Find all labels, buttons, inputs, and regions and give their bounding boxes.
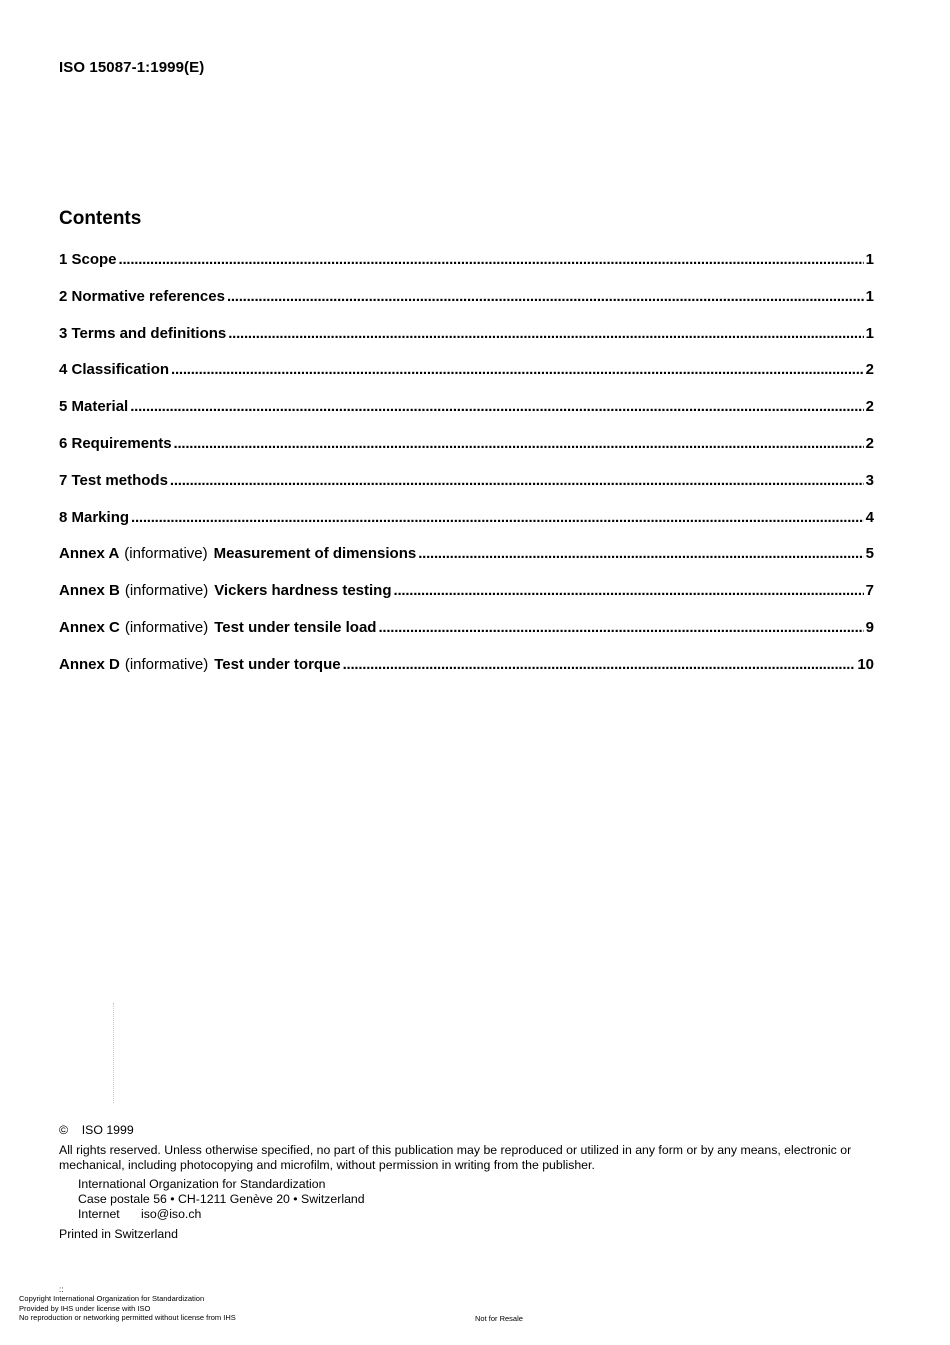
toc-entry-annex-d[interactable] (59, 656, 874, 693)
toc-entry-terms-definitions[interactable] (59, 325, 874, 362)
annex-note: (informative) (124, 618, 209, 636)
toc-dot-leader (418, 545, 863, 562)
toc-dot-leader (227, 288, 864, 305)
org-name: International Organization for Standardization (78, 1177, 326, 1191)
toc-entry-title: 8 Marking (59, 508, 130, 526)
footer-tick-mark: :: (59, 1285, 64, 1294)
not-for-resale: Not for Resale (475, 1314, 523, 1323)
toc-entry-page: 9 (865, 618, 874, 636)
table-of-contents (59, 251, 874, 693)
annex-label: Annex D (59, 655, 120, 673)
annex-title: Test under tensile load (214, 618, 377, 636)
toc-entry-title: 4 Classification (59, 361, 170, 379)
toc-dot-leader (228, 325, 863, 342)
footer-provided-by: Provided by IHS under license with ISO (19, 1303, 151, 1313)
toc-dot-leader (171, 361, 864, 378)
toc-dot-leader (394, 582, 864, 599)
internet-line (78, 1207, 875, 1222)
toc-entry-material[interactable] (59, 398, 874, 435)
copyright-line (59, 1123, 875, 1138)
toc-entry-test-methods[interactable] (59, 472, 874, 509)
toc-entry-page: 4 (865, 508, 874, 526)
toc-entry-page: 1 (865, 287, 874, 305)
toc-entry-annex-c[interactable] (59, 619, 874, 656)
toc-entry-page: 5 (865, 545, 874, 563)
toc-entry-page: 2 (865, 434, 874, 452)
annex-title: Test under torque (214, 655, 341, 673)
postal-address: Case postale 56 • CH-1211 Genève 20 • Switzerland (78, 1192, 365, 1206)
toc-entry-title: 2 Normative references (59, 287, 225, 305)
toc-entry-scope[interactable] (59, 251, 874, 288)
internet-label: Internet (78, 1207, 120, 1221)
toc-entry-annex-b[interactable] (59, 582, 874, 619)
page-footer (19, 1286, 236, 1323)
toc-entry-page: 1 (865, 324, 874, 342)
publisher-address (78, 1177, 875, 1222)
annex-title: Measurement of dimensions (213, 545, 417, 563)
annex-label: Annex B (59, 582, 120, 600)
copyright-notice (59, 1123, 875, 1242)
toc-entry-title: 5 Material (59, 398, 129, 416)
toc-entry-normative-references[interactable] (59, 288, 874, 325)
footer-no-reproduction: No reproduction or networking permitted without license from IHS (19, 1313, 236, 1322)
toc-entry-page: 2 (865, 361, 874, 379)
toc-entry-requirements[interactable] (59, 435, 874, 472)
rights-statement: All rights reserved. Unless otherwise specified, no part of this publication may be reproduced or utilized in any form or by any means, electronic or mechanical, including photocopying and microfilm, without permission in writing from the publisher. (59, 1143, 852, 1172)
annex-note: (informative) (124, 545, 208, 563)
annex-label: Annex C (59, 618, 120, 636)
copyright-year: ISO 1999 (81, 1123, 134, 1137)
toc-entry-page: 7 (865, 582, 874, 600)
toc-entry-annex-a[interactable] (59, 545, 874, 582)
toc-dot-leader (378, 619, 863, 636)
document-id: ISO 15087-1:1999(E) (59, 59, 205, 76)
toc-entry-title: 7 Test methods (59, 471, 168, 489)
toc-entry-page: 1 (865, 251, 874, 268)
toc-dot-leader (174, 435, 864, 452)
annex-label: Annex A (59, 545, 120, 563)
toc-dot-leader (170, 472, 864, 489)
annex-note: (informative) (124, 655, 209, 673)
toc-dot-leader (130, 398, 863, 415)
annex-title: Vickers hardness testing (214, 582, 392, 600)
contents-heading: Contents (59, 208, 142, 229)
toc-dot-leader (343, 656, 856, 673)
annex-note: (informative) (124, 582, 209, 600)
scan-artifact-marks (113, 1003, 118, 1103)
toc-entry-title: 6 Requirements (59, 434, 172, 452)
toc-entry-marking[interactable] (59, 509, 874, 546)
toc-entry-title: 1 Scope (59, 251, 117, 268)
email-link[interactable]: iso@iso.ch (141, 1207, 202, 1221)
toc-entry-title: 3 Terms and definitions (59, 324, 227, 342)
toc-entry-classification[interactable] (59, 361, 874, 398)
toc-entry-page: 10 (857, 655, 874, 673)
toc-entry-page: 2 (865, 398, 874, 416)
footer-copyright: Copyright International Organization for Standardization (19, 1294, 205, 1303)
toc-entry-page: 3 (865, 471, 874, 489)
toc-dot-leader (119, 251, 864, 268)
copyright-symbol: © (59, 1123, 69, 1137)
toc-dot-leader (131, 509, 864, 526)
printed-in: Printed in Switzerland (59, 1227, 178, 1241)
